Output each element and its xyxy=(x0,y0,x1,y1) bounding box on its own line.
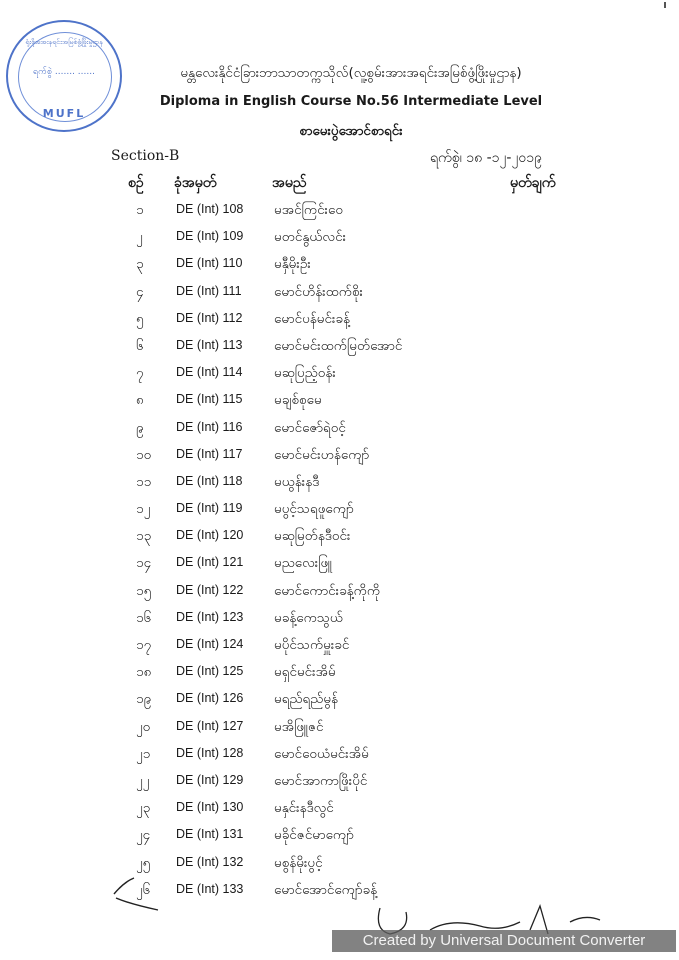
student-name: မောင်ဝေယံမင်းအိမ် xyxy=(274,745,369,762)
roll-number: DE (Int) 109 xyxy=(176,229,244,244)
course-title: Diploma in English Course No.56 Intermediate Level xyxy=(159,94,543,109)
table-row xyxy=(0,414,679,441)
row-number: ၂၀ xyxy=(136,718,151,735)
university-seal-stamp xyxy=(6,20,122,132)
table-row xyxy=(0,577,679,604)
table-row xyxy=(0,196,679,223)
row-number: ၁၁ xyxy=(136,473,152,490)
roll-number: DE (Int) 115 xyxy=(176,392,243,407)
student-name: မောင်ဟိန်းထက်စိုး xyxy=(274,283,363,300)
roll-number: DE (Int) 110 xyxy=(176,256,243,271)
row-number: ၁၆ xyxy=(136,609,152,626)
table-row xyxy=(0,441,679,468)
student-name: မခိုင်ဇင်မာကျော် xyxy=(274,827,354,844)
table-row xyxy=(0,631,679,658)
table-row xyxy=(0,740,679,767)
row-number: ၁၉ xyxy=(136,691,152,708)
roll-number: DE (Int) 118 xyxy=(176,473,243,488)
roll-number: DE (Int) 122 xyxy=(176,582,244,597)
row-number: ၅ xyxy=(136,310,144,327)
row-number: ၆ xyxy=(136,337,144,354)
roll-number: DE (Int) 127 xyxy=(176,718,244,733)
table-row xyxy=(0,549,679,576)
section-label: Section-B xyxy=(111,148,180,164)
student-name: မပွင့်သရဖူကျော် xyxy=(274,501,354,518)
roll-number: DE (Int) 131 xyxy=(176,827,244,842)
row-number: ၁၈ xyxy=(136,664,152,681)
row-number: ၂၃ xyxy=(136,800,151,817)
student-name: မအင်ကြင်းဝေ xyxy=(274,202,343,218)
pen-checkmark xyxy=(110,868,170,918)
student-name: မောင်အောင်ကျော်ခန့် xyxy=(274,881,378,898)
column-header-name: အမည် xyxy=(272,175,307,191)
roll-number: DE (Int) 123 xyxy=(176,609,244,624)
table-row xyxy=(0,685,679,712)
student-name: မချစ်စုမေ xyxy=(274,392,322,409)
table-row xyxy=(0,849,679,876)
row-number: ၁၃ xyxy=(136,528,152,545)
table-row xyxy=(0,495,679,522)
student-name: မဆုပြည့်ဝန်း xyxy=(274,365,336,382)
student-name: မနှင်းနဒီလွင် xyxy=(274,800,334,817)
table-row xyxy=(0,332,679,359)
table-row xyxy=(0,794,679,821)
row-number: ၂၁ xyxy=(136,745,151,762)
university-title: မန္တလေးနိုင်ငံခြားဘာသာတက္ကသိုလ်(လူ့စွမ်းအားအရင်းအမြစ်ဖွံ့ဖြိုးမှုဌာန) xyxy=(180,65,522,81)
student-name: မောင်မင်းထက်မြတ်အောင် xyxy=(274,337,403,354)
seal-date-text: ရက်စွဲ ....... ...... xyxy=(33,67,95,77)
row-number: ၄ xyxy=(136,283,144,300)
student-name: မအိဖြူဇင် xyxy=(274,718,324,735)
row-number: ၂၆ xyxy=(136,881,151,898)
student-name: မောင်ပန်မင်းခန့် xyxy=(274,310,350,327)
table-row xyxy=(0,359,679,386)
table-row xyxy=(0,278,679,305)
seal-label: MUFL xyxy=(42,107,86,120)
student-name: မယွန်းနဒီ xyxy=(274,473,320,490)
roll-number: DE (Int) 108 xyxy=(176,202,244,216)
student-name: မရည်ရည်မွန် xyxy=(274,691,339,708)
table-row xyxy=(0,604,679,631)
student-name: မတင်နွယ်လင်း xyxy=(274,229,346,246)
results-list-title: စာမေးပွဲအောင်စာရင်း xyxy=(299,123,403,139)
row-number: ၂ xyxy=(136,229,143,246)
table-row xyxy=(0,876,679,903)
row-number: ၁၇ xyxy=(136,637,152,653)
row-number: ၁၀ xyxy=(136,446,152,463)
seal-arc-text: ရုံးစိုးအေးနရင်းအမြစ်ဖွံ့ဖြိုးမှုဌာန xyxy=(25,38,103,46)
table-row xyxy=(0,250,679,277)
roll-number: DE (Int) 120 xyxy=(176,528,244,543)
roll-number: DE (Int) 116 xyxy=(176,419,243,434)
roll-number: DE (Int) 129 xyxy=(176,772,244,787)
roll-number: DE (Int) 114 xyxy=(176,365,243,380)
roll-number: DE (Int) 125 xyxy=(176,664,244,679)
roll-number: DE (Int) 113 xyxy=(176,337,243,352)
table-row xyxy=(0,658,679,685)
roll-number: DE (Int) 119 xyxy=(176,501,243,516)
roll-number: DE (Int) 130 xyxy=(176,800,244,815)
row-number: ၈ xyxy=(136,392,144,409)
roll-number: DE (Int) 133 xyxy=(176,881,244,896)
row-number: ၂၄ xyxy=(136,827,151,844)
results-list xyxy=(0,196,679,903)
student-name: မောင်အာကာဖြိုးပိုင် xyxy=(274,772,368,789)
table-row xyxy=(0,386,679,413)
roll-number: DE (Int) 124 xyxy=(176,637,244,651)
table-row xyxy=(0,821,679,848)
table-row xyxy=(0,713,679,740)
document-date: ရက်စွဲ၊ ၁၈ -၁၂-၂၀၁၉ xyxy=(430,150,542,166)
row-number: ၂၅ xyxy=(136,854,151,871)
table-row xyxy=(0,468,679,495)
student-name: မောင်မင်းဟန်ကျော် xyxy=(274,446,370,463)
converter-watermark: Created by Universal Document Converter xyxy=(332,930,676,952)
student-name: မဆုမြတ်နဒီဝင်း xyxy=(274,528,351,545)
roll-number: DE (Int) 126 xyxy=(176,691,244,706)
student-name: မစွန်မိုးပွင့် xyxy=(274,854,323,871)
row-number: ၁၅ xyxy=(136,582,152,599)
row-number: ၇ xyxy=(136,365,144,382)
roll-number: DE (Int) 112 xyxy=(176,310,243,325)
row-number: ၁၂ xyxy=(136,501,151,518)
table-row xyxy=(0,223,679,250)
corner-mark xyxy=(664,2,666,8)
row-number: ၂၂ xyxy=(136,772,150,789)
roll-number: DE (Int) 128 xyxy=(176,745,244,760)
table-row xyxy=(0,305,679,332)
roll-number: DE (Int) 117 xyxy=(176,446,243,461)
student-name: မခန့်ကေသွယ် xyxy=(274,609,343,626)
table-row xyxy=(0,522,679,549)
column-header-no: စဉ် xyxy=(128,175,144,191)
student-name: မပိုင်သက်မှူးခင် xyxy=(274,637,350,653)
row-number: ၉ xyxy=(136,419,144,436)
column-header-remark: မှတ်ချက် xyxy=(510,175,556,191)
row-number: ၁၄ xyxy=(136,555,152,572)
roll-number: DE (Int) 121 xyxy=(176,555,244,570)
student-name: မောင်ကောင်းခန့်ကိုကို xyxy=(274,582,381,599)
student-name: မရှင်မင်းအိမ် xyxy=(274,664,336,681)
row-number: ၃ xyxy=(136,256,144,273)
row-number: ၁ xyxy=(136,202,144,218)
student-name: မောင်ဇော်ရဲဝင့် xyxy=(274,419,346,436)
roll-number: DE (Int) 132 xyxy=(176,854,244,869)
column-header-roll: ခုံအမှတ် xyxy=(174,175,217,191)
student-name: မညလေးဖြူ xyxy=(274,555,333,572)
table-row xyxy=(0,767,679,794)
roll-number: DE (Int) 111 xyxy=(176,283,242,298)
student-name: မနှီမိုးဦး xyxy=(274,256,311,273)
